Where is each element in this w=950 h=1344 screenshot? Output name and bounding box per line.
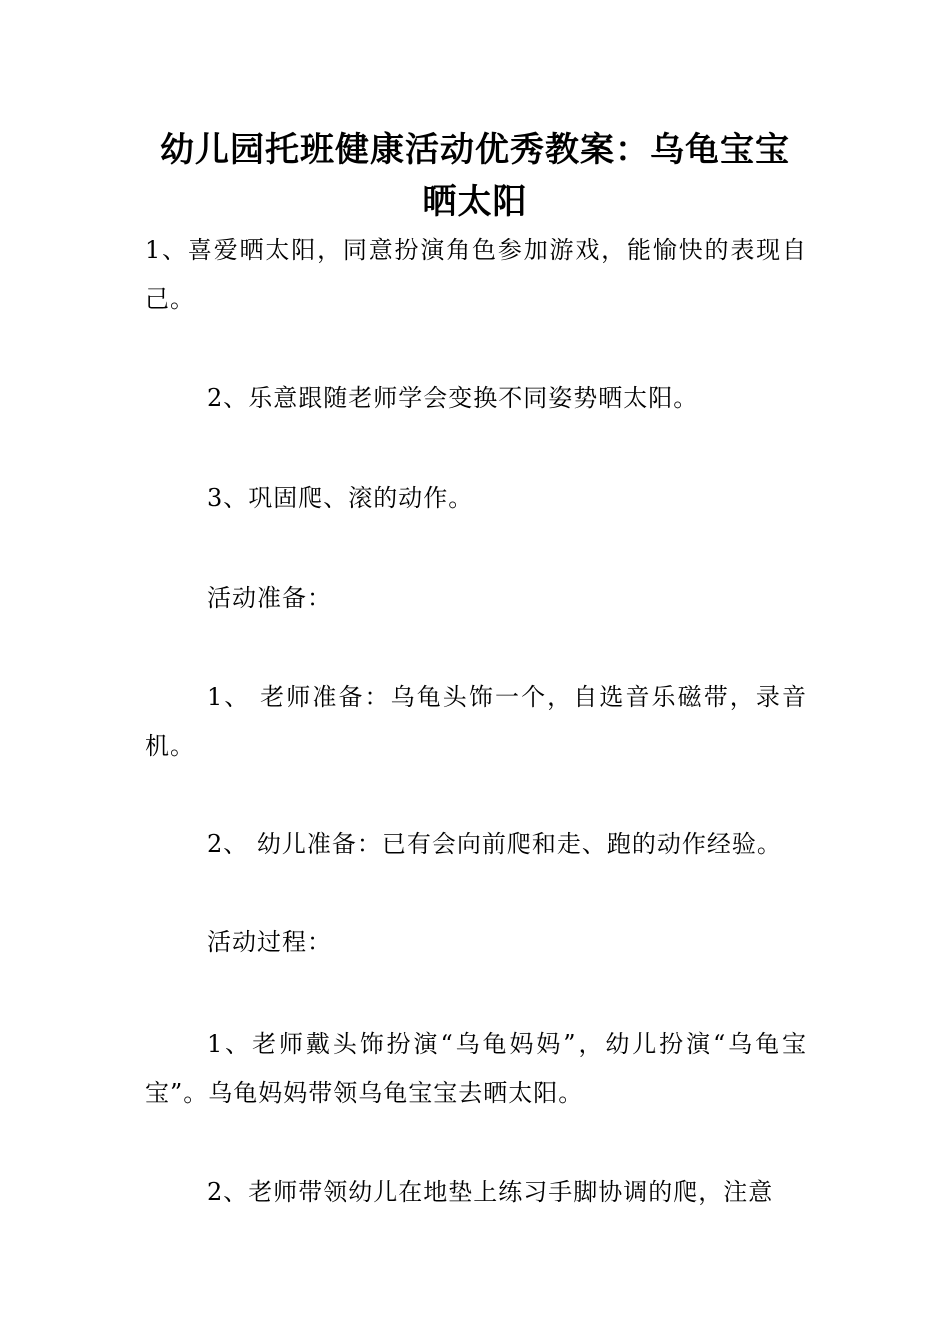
paragraph-goal-2: 2、乐意跟随老师学会变换不同姿势晒太阳。 xyxy=(207,384,699,412)
paragraph-goal-1: 1、喜爱晒太阳，同意扮演角色参加游戏，能愉快的表现自己。 xyxy=(145,236,807,313)
section-heading-process: 活动过程： xyxy=(207,928,332,956)
paragraph-process-1: 1、老师戴头饰扮演“乌龟妈妈”，幼儿扮演“乌龟宝宝”。乌龟妈妈带领乌龟宝宝去晒太阳。 xyxy=(145,1030,807,1107)
paragraph-prep-teacher: 1、 老师准备：乌龟头饰一个，自选音乐磁带，录音机。 xyxy=(145,683,807,760)
paragraph-prep-children: 2、 幼儿准备：已有会向前爬和走、跑的动作经验。 xyxy=(207,830,782,858)
document-title: 幼儿园托班健康活动优秀教案：乌龟宝宝晒太阳 xyxy=(160,130,790,222)
section-heading-preparation: 活动准备： xyxy=(207,584,332,612)
paragraph-goal-3: 3、巩固爬、滚的动作。 xyxy=(207,484,474,512)
paragraph-process-2: 2、老师带领幼儿在地垫上练习手脚协调的爬，注意 xyxy=(207,1178,774,1206)
